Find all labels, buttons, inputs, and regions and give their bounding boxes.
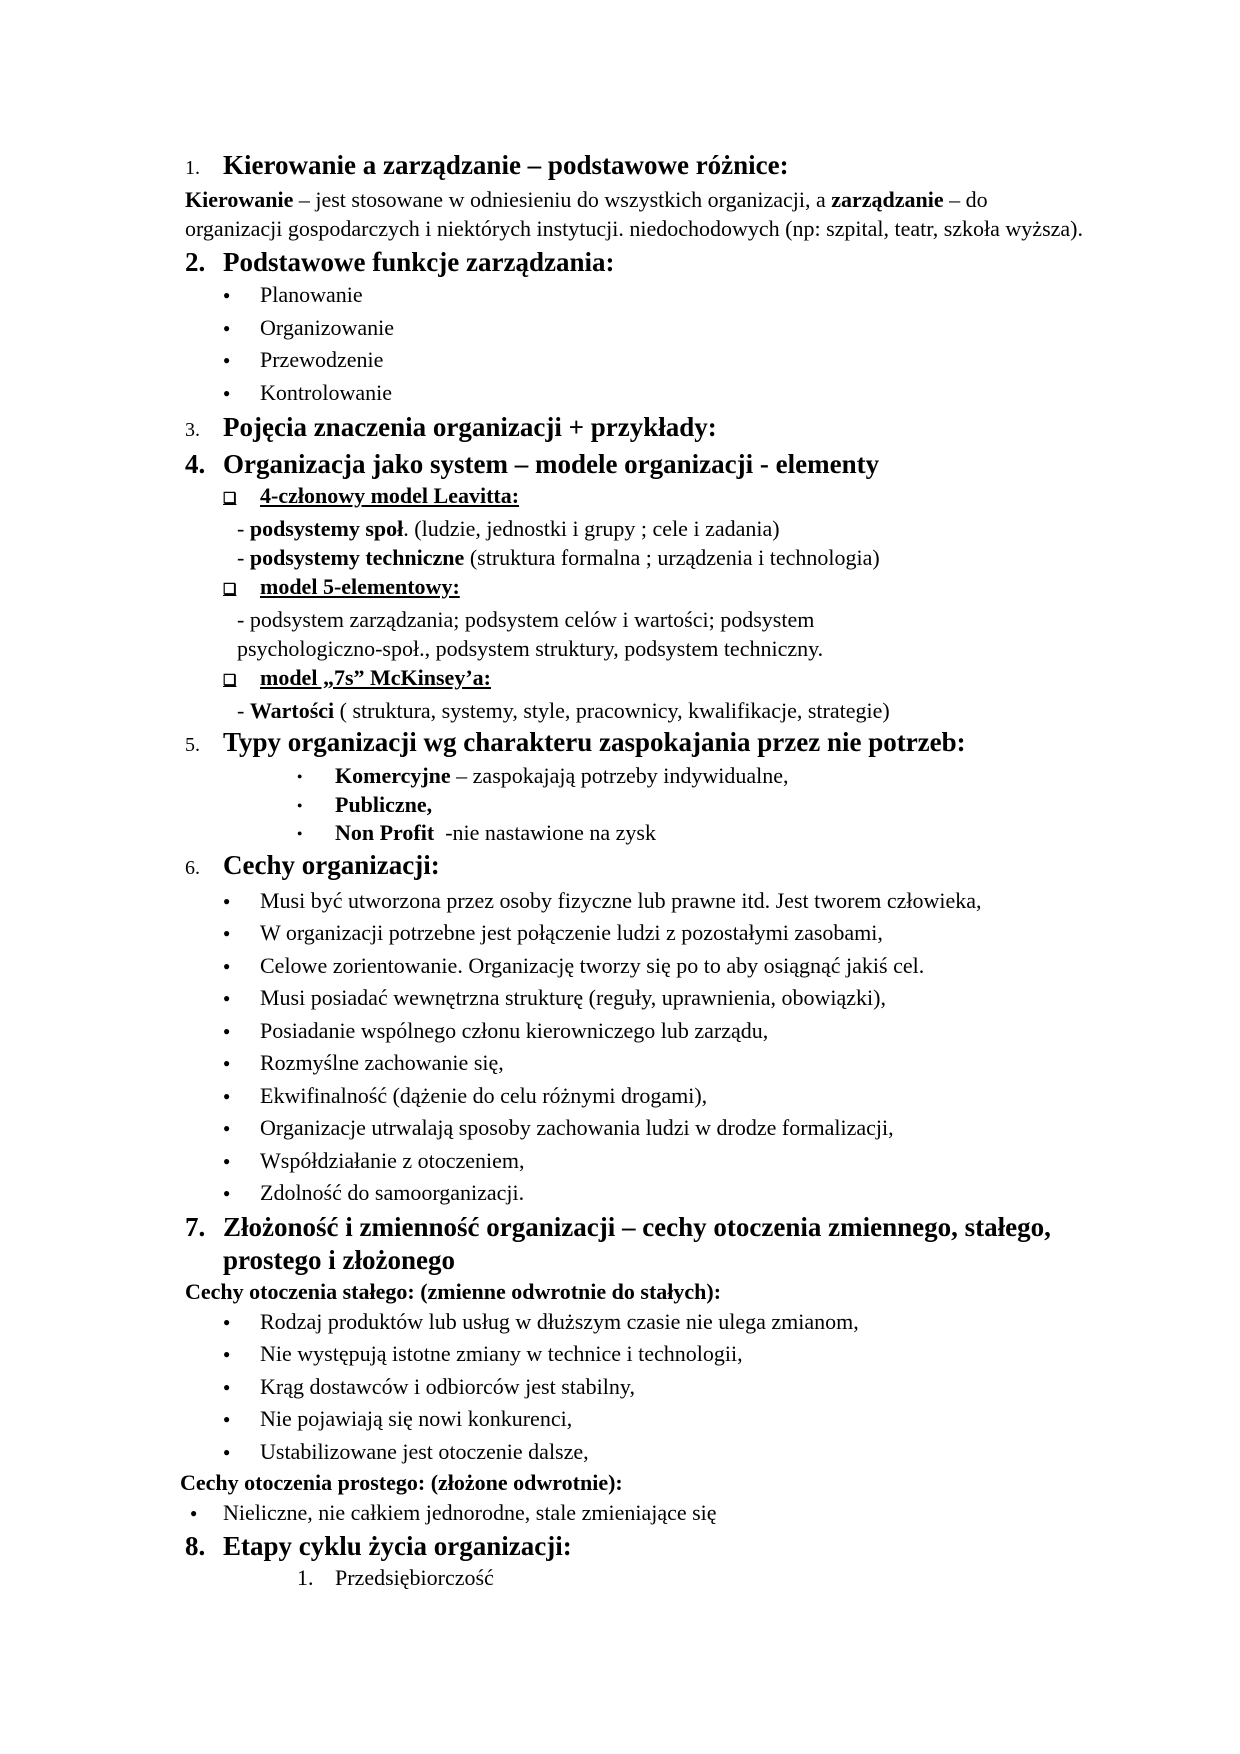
document-body	[180, 148, 1085, 1592]
list-item: ● Celowe zorientowanie. Organizację tworzy się po to aby osiągnąć jakiś cel.	[223, 950, 1085, 983]
item-text: Przedsiębiorczość	[335, 1565, 494, 1590]
list-item: ● Nie pojawiają się nowi konkurenci,	[223, 1403, 1085, 1436]
paragraph-text: – jest stosowane w odniesieniu do wszystkich organizacji, a	[293, 187, 832, 212]
section-title: Cechy organizacji:	[223, 849, 440, 880]
stable-environment-heading: Cechy otoczenia stałego: (zmienne odwrotnie do stałych):	[185, 1278, 722, 1304]
term: podsystemy społ	[249, 516, 404, 541]
list-item: ● Rozmyślne zachowanie się,	[223, 1047, 1085, 1080]
list-item: ● Ekwifinalność (dążenie do celu różnymi drogami),	[223, 1080, 1085, 1113]
list-item: ● Kontrolowanie	[223, 377, 1085, 410]
section-number: 5.	[185, 734, 200, 756]
list-item: ● Posiadanie wspólnego członu kierowniczego lub zarządu,	[223, 1015, 1085, 1048]
section-7-heading	[185, 1211, 1085, 1277]
section-6-heading	[185, 849, 1085, 885]
checkbox-bullet-icon: ❏	[223, 673, 237, 689]
types-list	[185, 762, 1085, 848]
section-number: 4.	[185, 449, 206, 479]
line-text: . (ludzie, jednostki i grupy ; cele i zadania)	[403, 516, 780, 541]
list-item: ● Nie występują istotne zmiany w technice i technologii,	[223, 1338, 1085, 1371]
section-1-heading	[185, 149, 1085, 185]
section-title: Złożoność i zmienność organizacji – cechy otoczenia zmiennego, stałego, prostego i złożonego	[223, 1211, 1051, 1275]
list-item: ● Ustabilizowane jest otoczenie dalsze,	[223, 1436, 1085, 1469]
list-item: ● Zdolność do samoorganizacji.	[223, 1177, 1085, 1210]
section-number: 7.	[185, 1211, 206, 1242]
line-text: ( struktura, systemy, style, pracownicy, kwalifikacje, strategie)	[334, 698, 890, 723]
model-title: model „7s” McKinsey’a:	[260, 665, 491, 690]
section-2-heading	[185, 246, 1085, 279]
model-title: model 5-elementowy:	[260, 574, 460, 599]
model-line	[185, 696, 1085, 725]
lifecycle-list-item	[185, 1563, 1085, 1592]
model-title: 4-członowy model Leavitta:	[260, 483, 520, 508]
section-title: Etapy cyklu życia organizacji:	[223, 1531, 572, 1561]
list-item: ● Musi być utworzona przez osoby fizyczne lub prawne itd. Jest tworem człowieka,	[223, 885, 1085, 918]
section-number: 6.	[185, 856, 200, 879]
term: Komercyjne	[335, 763, 451, 788]
checkbox-bullet-icon: ❏	[223, 582, 237, 598]
list-item: ● Organizowanie	[223, 312, 1085, 345]
section-number: 2.	[185, 247, 206, 277]
section-number: 8.	[185, 1531, 206, 1561]
stable-environment-list	[185, 1306, 1085, 1469]
term: podsystemy techniczne	[249, 545, 465, 570]
term-zarzadzanie: zarządzanie	[831, 187, 944, 212]
simple-environment-heading: Cechy otoczenia prostego: (złożone odwrotnie):	[180, 1470, 623, 1495]
section-title: Pojęcia znaczenia organizacji + przykłady:	[223, 412, 717, 442]
model-line: - podsystem zarządzania; podsystem celów i wartości; podsystem psychologiczno-społ., podsystem struktury, podsystem techniczny.	[237, 607, 824, 661]
item-text: – zaspokajają potrzeby indywidualne,	[450, 763, 789, 788]
list-item	[297, 762, 1085, 791]
list-item	[297, 819, 1085, 848]
list-item: ● Organizacje utrwalają sposoby zachowania ludzi w drodze formalizacji,	[223, 1112, 1085, 1145]
item-number: 1.	[297, 1565, 314, 1590]
section-title: Podstawowe funkcje zarządzania:	[223, 247, 615, 277]
list-item: ● Nieliczne, nie całkiem jednorodne, stale zmieniające się	[190, 1497, 1085, 1529]
checkbox-bullet-icon: ❏	[223, 491, 237, 507]
simple-environment-list	[185, 1497, 1085, 1529]
section-4-heading	[185, 448, 1085, 481]
section-8-heading	[185, 1530, 1085, 1563]
list-item: ● Planowanie	[223, 279, 1085, 312]
list-item: ● Musi posiadać wewnętrzna strukturę (reguły, uprawnienia, obowiązki),	[223, 982, 1085, 1015]
dash: -	[237, 516, 250, 541]
term: Publiczne,	[335, 791, 433, 817]
list-item: ● Współdziałanie z otoczeniem,	[223, 1145, 1085, 1178]
dash: -	[237, 545, 250, 570]
list-item: ● Przewodzenie	[223, 344, 1085, 377]
section-title: Typy organizacji wg charakteru zaspokajania przez nie potrzeb:	[223, 727, 966, 757]
list-item: ● Rodzaj produktów lub usług w dłuższym czasie nie ulega zmianom,	[223, 1306, 1085, 1339]
features-list	[185, 885, 1085, 1210]
section-title: Organizacja jako system – modele organizacji - elementy	[223, 449, 880, 479]
model-leavitt-heading	[185, 481, 1085, 514]
list-item: ● Krąg dostawców i odbiorców jest stabilny,	[223, 1371, 1085, 1404]
term-kierowanie: Kierowanie	[185, 187, 294, 212]
item-text: -nie nastawione na zysk	[434, 820, 656, 845]
term: Non Profit	[335, 820, 435, 845]
model-line	[185, 543, 1085, 572]
dash: -	[237, 698, 250, 723]
section-number: 3.	[185, 419, 200, 441]
list-item	[297, 791, 1085, 820]
section-5-heading	[185, 726, 1085, 762]
list-item: ● W organizacji potrzebne jest połączenie ludzi z pozostałymi zasobami,	[223, 917, 1085, 950]
model-line	[185, 514, 1085, 543]
section-3-heading	[185, 411, 1085, 447]
paragraph-text: – do organizacji gospodarczych i niektórych instytucji. niedochodowych (np: szpital, teatr, szkoła wyższa).	[185, 187, 1083, 241]
model-5-heading	[185, 572, 1085, 605]
section-number: 1.	[185, 157, 200, 179]
functions-list	[185, 279, 1085, 409]
term: Wartości	[249, 698, 335, 723]
line-text: (struktura formalna ; urządzenia i technologia)	[464, 545, 880, 570]
section-title: Kierowanie a zarządzanie – podstawowe różnice:	[223, 150, 789, 180]
model-7s-heading	[185, 663, 1085, 696]
section-1-paragraph	[185, 185, 1085, 243]
